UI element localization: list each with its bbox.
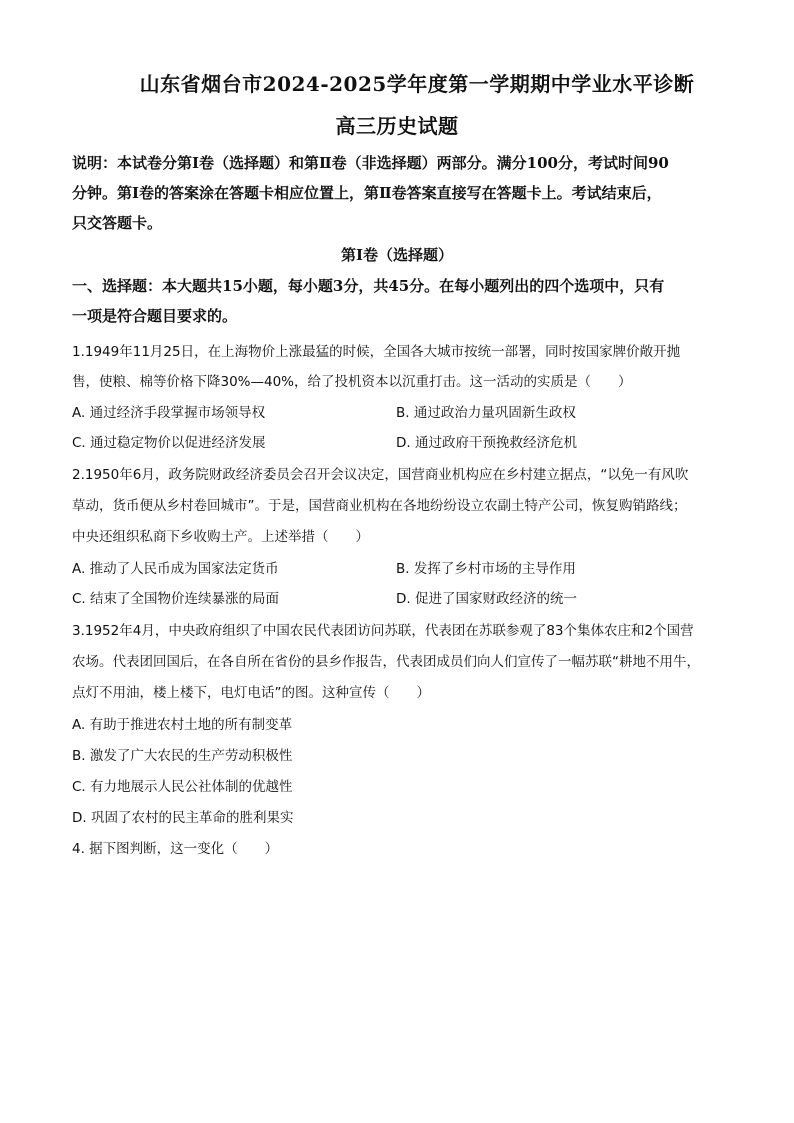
instructions-line-1: 说明：本试卷分第Ⅰ卷（选择题）和第Ⅱ卷（非选择题）两部分。满分100分，考试时间90 [72, 154, 669, 172]
question-1-option-c: C. 通过稳定物价以促进经济发展 [72, 435, 266, 451]
question-2-option-c: C. 结束了全国物价连续暴涨的局面 [72, 591, 280, 607]
question-3-line-3: 点灯不用油，楼上楼下，电灯电话”的图。这种宣传（ ） [72, 685, 430, 701]
instructions-line-3: 只交答题卡。 [72, 214, 163, 232]
question-2-option-a: A. 推动了人民币成为国家法定货币 [72, 561, 279, 577]
question-2-line-2: 草动，货币便从乡村卷回城市”。于是，国营商业机构在各地纷纷设立农副土特产公司，恢复购销路线； [72, 498, 687, 514]
question-3-option-a: A. 有助于推进农村土地的所有制变革 [72, 717, 293, 733]
question-3-option-b: B. 激发了广大农民的生产劳动积极性 [72, 748, 293, 764]
exam-title: 山东省烟台市2024-2025学年度第一学期期中学业水平诊断 [139, 72, 695, 96]
question-1-option-d: D. 通过政府干预挽救经济危机 [396, 435, 577, 451]
question-1-line-1: 1.1949年11月25日，在上海物价上涨最猛的时候，全国各大城市按统一部署，同时按国家牌价敞开抛 [72, 344, 681, 360]
question-1-option-a: A. 通过经济手段掌握市场领导权 [72, 405, 266, 421]
question-2-line-1: 2.1950年6月，政务院财政经济委员会召开会议决定，国营商业机构应在乡村建立据点，“以免一有风吹 [72, 467, 689, 483]
question-4-line-1: 4. 据下图判断，这一变化（ ） [72, 841, 279, 857]
question-3-line-2: 农场。代表团回国后，在各自所在省份的县乡作报告，代表团成员们向人们宣传了一幅苏联“耕地不用牛， [72, 654, 700, 670]
question-3-line-1: 3.1952年4月，中央政府组织了中国农民代表团访问苏联，代表团在苏联参观了83个集体农庄和2个国营 [72, 623, 694, 639]
question-1-option-b: B. 通过政治力量巩固新生政权 [396, 405, 576, 421]
question-1-line-2: 售，使粮、棉等价格下降30%—40%，给了投机资本以沉重打击。这一活动的实质是（ ） [72, 374, 632, 390]
section-heading: 第Ⅰ卷（选择题） [340, 246, 454, 264]
question-2-option-d: D. 促进了国家财政经济的统一 [396, 591, 577, 607]
exam-subtitle: 高三历史试题 [335, 114, 459, 138]
section-intro-line-2: 一项是符合题目要求的。 [72, 307, 238, 325]
question-3-option-c: C. 有力地展示人民公社体制的优越性 [72, 779, 293, 795]
section-intro-line-1: 一、选择题：本大题共15小题，每小题3分，共45分。在每小题列出的四个选项中，只有 [72, 277, 665, 295]
question-3-option-d: D. 巩固了农村的民主革命的胜利果实 [72, 810, 294, 826]
question-2-line-3: 中央还组织私商下乡收购土产。上述举措（ ） [72, 529, 369, 545]
question-2-option-b: B. 发挥了乡村市场的主导作用 [396, 561, 576, 577]
instructions-line-2: 分钟。第Ⅰ卷的答案涂在答题卡相应位置上，第Ⅱ卷答案直接写在答题卡上。考试结束后， [72, 184, 662, 202]
